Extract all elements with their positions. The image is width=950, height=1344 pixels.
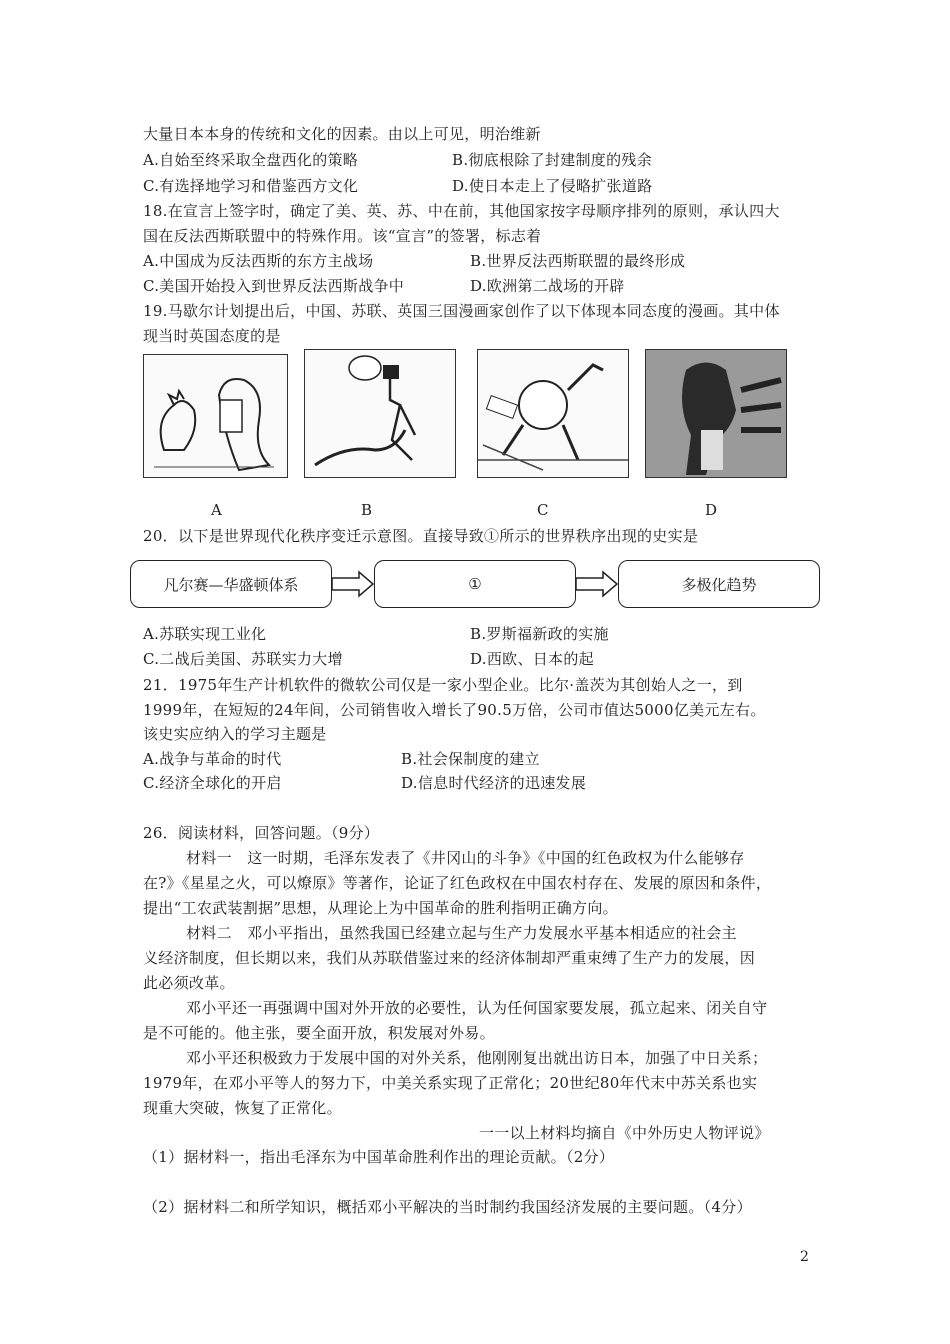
q17-option-d: D.使日本走上了侵略扩张道路	[452, 177, 653, 195]
q19-stem-line1: 19.马歇尔计划提出后，中国、苏联、英国三国漫画家创作了以下体现本同态度的漫画。其中体	[143, 302, 780, 320]
q21-option-b: B.社会保制度的建立	[401, 750, 540, 768]
q26-material1-line3: 提出“工农武装割据”思想，从理论上为中国革命的胜利指明正确方向。	[143, 899, 618, 917]
flow-arrow-1	[331, 570, 375, 598]
q26-subquestion-1: （1）据材料一，指出毛泽东为中国革命胜利作出的理论贡献。（2分）	[143, 1148, 615, 1166]
q26-material2-line2: 义经济制度，但长期以来，我们从苏联借鉴过来的经济体制却严重束缚了生产力的发展，因	[143, 949, 756, 967]
cartoon-a-image	[143, 354, 288, 478]
q21-stem-line1: 21．1975年生产计机软件的微软公司仅是一家小型企业。比尔·盖茨为其创始人之一，到	[143, 676, 743, 694]
flow-box-blank: ①	[374, 560, 576, 608]
q18-option-a: A.中国成为反法西斯的东方主战场	[143, 252, 374, 270]
cartoon-a-label: A	[211, 501, 223, 519]
q26-material1-line2: 在?》《星星之火，可以燎原》等著作，论证了红色政权在中国农村存在、发展的原因和条件，	[143, 874, 772, 892]
q26-material2-p2-line2: 是不可能的。他主张，要全面开放，积发展对外易。	[143, 1024, 495, 1042]
cartoon-b-label: B	[361, 501, 373, 519]
q20-stem: 20．以下是世界现代化秩序变迁示意图。直接导致①所示的世界秩序出现的史实是	[143, 527, 699, 545]
q20-option-c: C.二战后美国、苏联实力大增	[143, 650, 343, 668]
q21-option-c: C.经济全球化的开启	[143, 774, 282, 792]
q26-material2-line3: 此必须改革。	[143, 974, 235, 992]
q17-option-b: B.彻底根除了封建制度的残余	[452, 151, 652, 169]
q17-stem-tail: 大量日本本身的传统和文化的因素。由以上可见，明治维新	[143, 125, 541, 143]
q26-material2-line1: 材料二 邓小平指出，虽然我国已经建立起与生产力发展水平基本相适应的社会主	[186, 924, 737, 942]
cartoon-b-image	[304, 349, 456, 478]
flow-box-multipolar: 多极化趋势	[618, 560, 820, 608]
q18-option-c: C.美国开始投入到世界反法西斯战争中	[143, 277, 405, 295]
cartoon-d-image	[645, 349, 787, 478]
q21-stem-line3: 该史实应纳入的学习主题是	[143, 725, 327, 743]
q20-option-d: D.西欧、日本的起	[470, 650, 594, 668]
q26-source: 一一以上材料均摘自《中外历史人物评说》	[479, 1124, 770, 1142]
q20-option-a: A.苏联实现工业化	[143, 625, 267, 643]
q26-subquestion-2: （2）据材料二和所学知识，概括邓小平解决的当时制约我国经济发展的主要问题。（4分）	[143, 1198, 752, 1216]
q26-material2-p2-line1: 邓小平还一再强调中国对外开放的必要性，认为任何国家要发展，孤立起来、闭关自守	[186, 999, 768, 1017]
q26-material2-p3-line3: 现重大突破，恢复了正常化。	[143, 1099, 342, 1117]
q26-title: 26．阅读材料，回答问题。（9分）	[143, 824, 380, 842]
cartoon-d-label: D	[705, 501, 718, 519]
q21-stem-line2: 1999年，在短短的24年间，公司销售收入增长了90.5万倍，公司市值达5000亿美元左右。	[143, 701, 766, 719]
page-number: 2	[800, 1249, 810, 1265]
flow-box-versailles: 凡尔赛—华盛顿体系	[130, 560, 332, 608]
cartoon-c-label: C	[537, 501, 549, 519]
flow-arrow-2	[575, 570, 619, 598]
q19-stem-line2: 现当时英国态度的是	[143, 327, 281, 345]
q21-option-a: A.战争与革命的时代	[143, 750, 282, 768]
cartoon-c-image	[477, 349, 629, 478]
q18-stem-line2: 国在反法西斯联盟中的特殊作用。该“宣言”的签署，标志着	[143, 227, 542, 245]
q18-option-b: B.世界反法西斯联盟的最终形成	[470, 252, 686, 270]
q18-option-d: D.欧洲第二战场的开辟	[470, 277, 625, 295]
q26-material1-line1: 材料一 这一时期，毛泽东发表了《井冈山的斗争》《中国的红色政权为什么能够存	[186, 849, 745, 867]
q26-material2-p3-line1: 邓小平还积极致力于发展中国的对外关系，他刚刚复出就出访日本，加强了中日关系；	[186, 1049, 768, 1067]
q26-material2-p3-line2: 1979年，在邓小平等人的努力下，中美关系实现了正常化；20世纪80年代末中苏关系也实	[143, 1074, 758, 1092]
q21-option-d: D.信息时代经济的迅速发展	[401, 774, 587, 792]
q17-option-a: A.自始至终采取全盘西化的策略	[143, 151, 359, 169]
q20-option-b: B.罗斯福新政的实施	[470, 625, 609, 643]
q17-option-c: C.有选择地学习和借鉴西方文化	[143, 177, 359, 195]
q18-stem-line1: 18.在宣言上签字时，确定了美、英、苏、中在前，其他国家按字母顺序排列的原则，承认四大	[143, 202, 780, 220]
